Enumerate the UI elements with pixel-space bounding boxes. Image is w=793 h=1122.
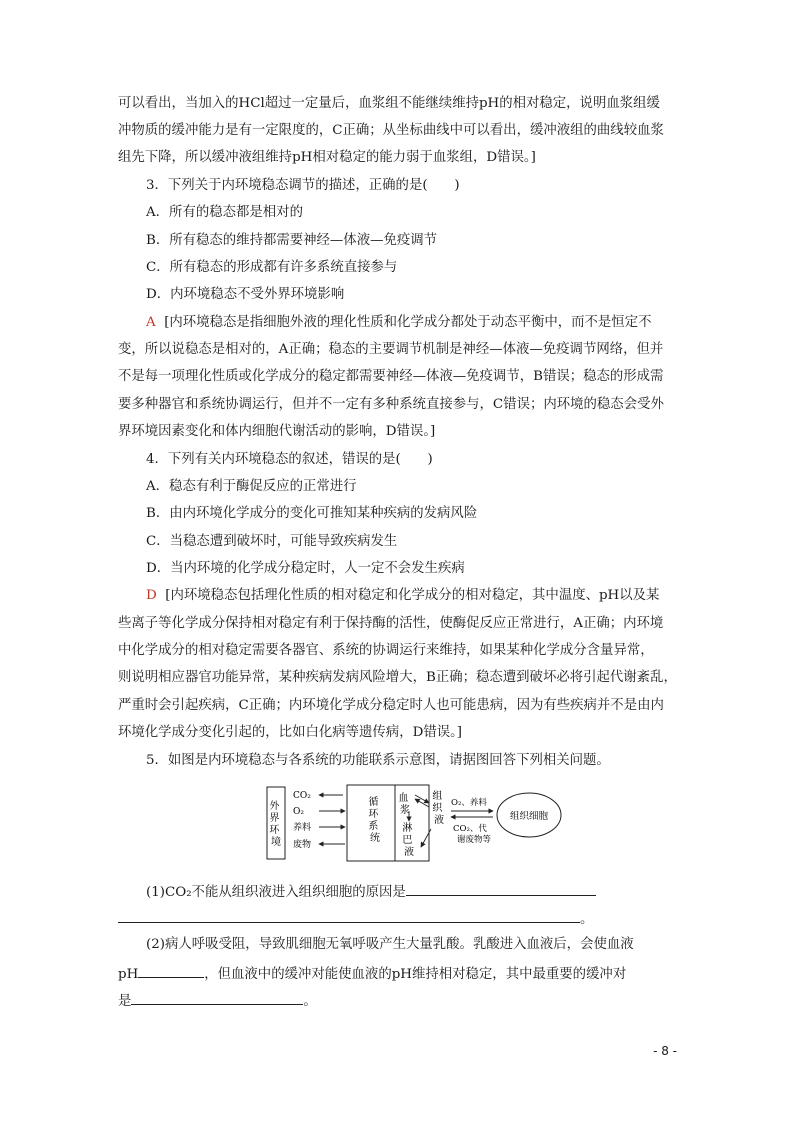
explanation-line: 则说明相应器官功能异常，某种疾病发病风险增大，B正确；稳态遭到破坏必将引起代谢紊乱， [118, 670, 677, 685]
waste-label: 废物 [293, 840, 312, 850]
label-char: 液 [434, 815, 444, 826]
page-number: - 8 - [653, 1044, 677, 1058]
explanation-text: [内环境稳态是指细胞外液的理化性质和化学成分都处于动态平衡中，而不是恒定不 [164, 315, 652, 330]
question-4-stem: 4．下列有关内环境稳态的叙述，错误的是( ) [146, 452, 433, 467]
question-3-option-d: D．内环境稳态不受外界环境影响 [146, 287, 345, 302]
plasma-label [398, 792, 411, 816]
question-5-sub2-end [118, 990, 678, 1011]
label-char: 环 [368, 809, 379, 820]
homeostasis-diagram [263, 781, 563, 863]
explanation-line: 变，所以说稳态是相对的，A正确；稳态的主要调节机制是神经—体液—免疫调节网络，但并 [118, 342, 664, 357]
question-4-option-c: C．当稳态遭到破坏时，可能导致疾病发生 [146, 534, 398, 549]
sub2-text: ，但血液中的缓冲对能使血液的pH维持相对稳定，其中最重要的缓冲对 [204, 967, 627, 982]
question-4-option-b: B．由内环境化学成分的变化可推知某种疾病的发病风险 [146, 506, 478, 521]
explanation-line: 不是每一项理化性质或化学成分的稳定都需要神经—体液—免疫调节，B错误；稳态的形成需 [118, 369, 664, 384]
nutrients-label: 养料 [293, 823, 312, 833]
question-4-option-d: D．当内环境的化学成分稳定时，人一定不会发生疾病 [146, 561, 465, 576]
question-3-answer: A [146, 315, 156, 330]
question-5-sub1 [146, 881, 678, 902]
label-char: 外 [269, 801, 280, 812]
text-line: 冲物质的缓冲能力是有一定限度的，C正确；从坐标曲线中可以看出，缓冲液组的曲线较血浆 [118, 123, 664, 138]
text-line: 可以看出，当加入的HCl超过一定量后，血浆组不能继续维持pH的相对稳定，说明血浆组缓 [118, 96, 660, 111]
question-3-option-c: C．所有稳态的形成都有许多系统直接参与 [146, 260, 398, 275]
question-4-option-a: A．稳态有利于酶促反应的正常进行 [146, 479, 357, 494]
answer-blank[interactable] [138, 963, 204, 978]
tissue-fluid-label [432, 790, 445, 826]
arrow-plasma-to-tissue-fluid [415, 795, 429, 803]
question-3-option-b: B．所有稳态的维持都需要神经—体液—免疫调节 [146, 233, 438, 248]
label-char: 织 [432, 803, 443, 814]
o2-label: O₂ [293, 807, 304, 817]
sub2-ph: pH [118, 967, 139, 982]
lymph-label [402, 821, 415, 858]
co2-waste-label: CO₂、代 [453, 824, 487, 834]
answer-blank[interactable] [131, 990, 303, 1005]
explanation-line: 界环境因素变化和体内细胞代谢活动的影响，D错误。] [118, 424, 436, 439]
question-3-explanation [146, 314, 678, 332]
explanation-line: 些离子等化学成分保持相对稳定有利于保持酶的活性，使酶促反应正常进行，A正确；内环境 [118, 616, 664, 631]
text-line: 组先下降，所以缓冲液组维持pH相对稳定的能力弱于血浆组，D错误。] [118, 150, 536, 165]
question-3-stem: 3．下列关于内环境稳态调节的描述，正确的是( ) [146, 178, 460, 193]
question-5-sub2-cont [118, 963, 678, 984]
explanation-line: 要多种器官和系统协调运行，但并不一定有多种系统直接参与，C错误；内环境的稳态会受外 [118, 397, 664, 412]
question-5-sub1-cont [118, 908, 678, 929]
label-char: 液 [404, 847, 414, 858]
label-char: 血 [398, 793, 409, 804]
question-4-answer: D [146, 588, 157, 603]
explanation-text: [内环境稳态包括理化性质的相对稳定和化学成分的相对稳定，其中温度、pH以及某 [165, 588, 660, 603]
explanation-line: 环境化学成分变化引起的，比如白化病等遗传病，D错误。] [118, 725, 463, 740]
circulatory-system-label [368, 796, 381, 844]
label-char: 循 [368, 797, 379, 808]
co2-waste-label-2: 谢废物等 [457, 835, 492, 845]
question-5-sub2: (2)病人呼吸受阻，导致肌细胞无氧呼吸产生大量乳酸。乳酸进入血液后，会使血液 [146, 937, 634, 952]
question-5-stem: 5．如图是内环境稳态与各系统的功能联系示意图，请据图回答下列相关问题。 [146, 753, 610, 768]
question-3-option-a: A．所有的稳态都是相对的 [146, 205, 303, 220]
sub1-text: (1)CO₂不能从组织液进入组织细胞的原因是 [146, 885, 406, 900]
o2-nutrients-label: O₂、养料 [451, 798, 487, 808]
label-char: 巴 [402, 835, 413, 846]
label-char: 组 [432, 791, 443, 802]
label-char: 淋 [402, 823, 413, 834]
answer-blank[interactable] [406, 881, 596, 896]
sub2-shi: 是 [118, 994, 132, 1009]
answer-blank[interactable] [118, 908, 580, 923]
label-char: 环 [269, 825, 280, 836]
label-char: 统 [370, 833, 380, 844]
arrow-tissue-fluid-to-plasma [415, 799, 429, 807]
co2-label: CO₂ [293, 791, 311, 801]
label-char: 境 [271, 837, 281, 848]
label-char: 浆 [400, 805, 410, 816]
explanation-line: 中化学成分的相对稳定需要各器官、系统的协调运行来维持，如果某种化学成分含量异常， [118, 643, 654, 658]
label-char: 界 [269, 813, 280, 824]
explanation-line: 严重时会引起疾病，C正确；内环境化学成分稳定时人也可能患病，因为有些疾病并不是由内 [118, 698, 664, 713]
tissue-cell-label: 组织细胞 [509, 811, 549, 822]
label-char: 系 [368, 821, 379, 832]
question-4-explanation [146, 587, 678, 605]
external-environment-label [269, 799, 282, 848]
sub1-end: 。 [580, 912, 594, 927]
sub2-end: 。 [303, 994, 317, 1009]
